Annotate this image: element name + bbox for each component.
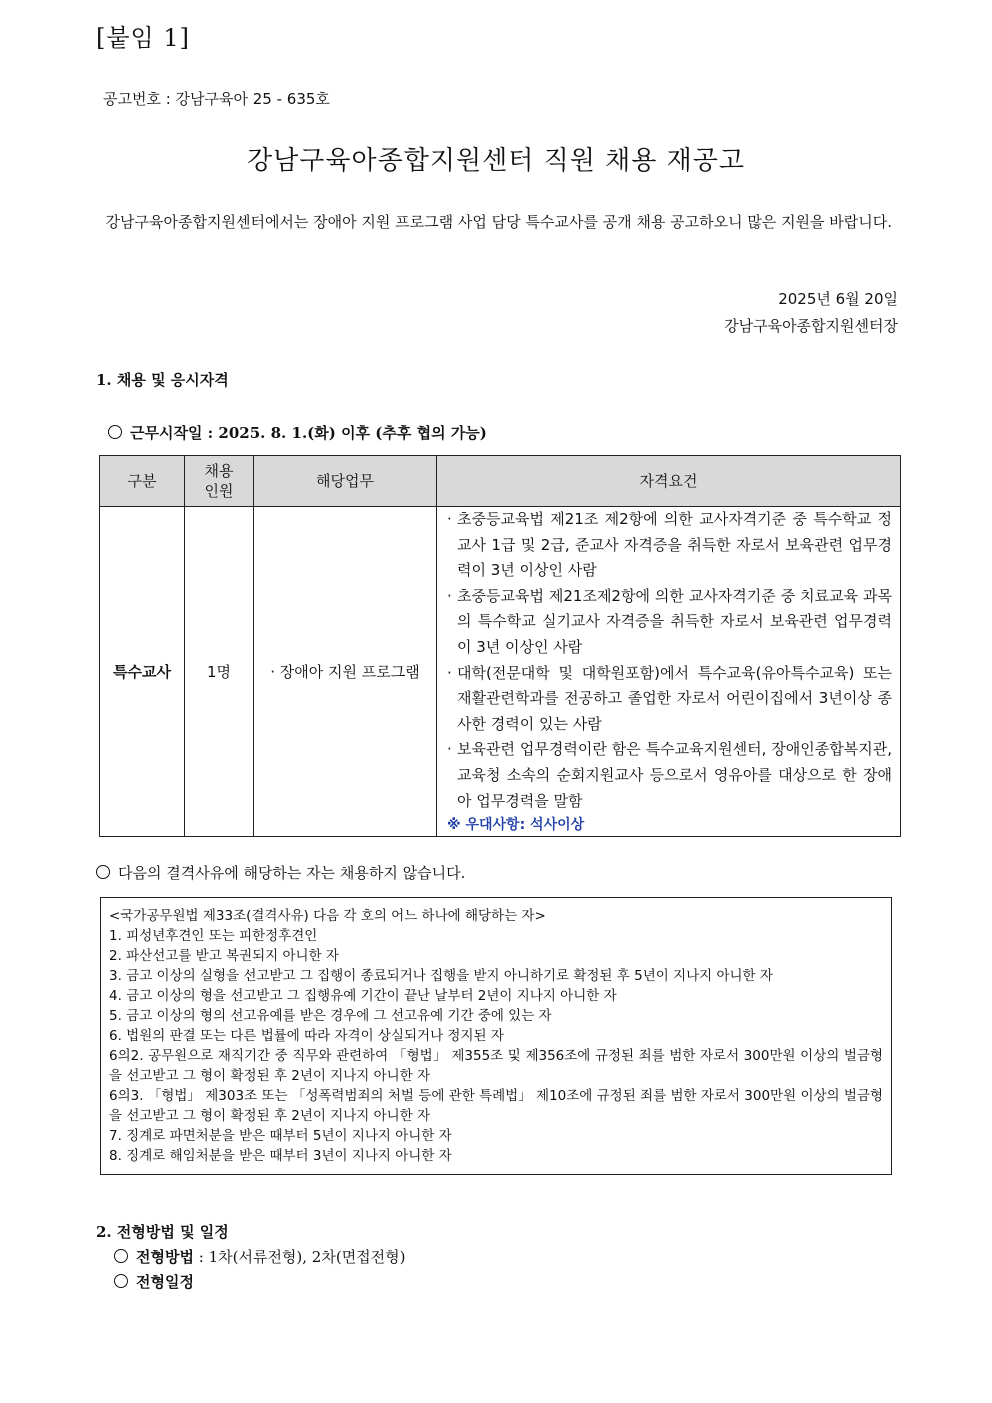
disqualification-line: 7. 징계로 파면처분을 받은 때부터 5년이 지나지 아니한 자 bbox=[109, 1128, 452, 1144]
header-count bbox=[185, 456, 254, 507]
disqualification-intro-text: 다음의 결격사유에 해당하는 자는 채용하지 않습니다. bbox=[118, 864, 466, 882]
section2-heading: 2. 전형방법 및 일정 bbox=[96, 1223, 229, 1241]
preference-note: ※ 우대사항: 석사이상 bbox=[447, 817, 585, 834]
table-header-row bbox=[100, 456, 901, 507]
cell-count: 1명 bbox=[185, 507, 254, 837]
method-line bbox=[114, 1246, 406, 1267]
disqualification-line: 5. 금고 이상의 형의 선고유예를 받은 경우에 그 선고유예 기간 중에 있는 자 bbox=[109, 1008, 552, 1024]
start-date-text: 근무시작일 : 2025. 8. 1.(화) 이후 (추후 협의 가능) bbox=[130, 424, 487, 442]
qualification-item: · 초중등교육법 제21조 제2항에 의한 교사자격기준 중 특수학교 정교사 1급 및 2급, 준교사 자격증을 취득한 자로서 보육관련 업무경력이 3년 이상인 사람 bbox=[447, 510, 892, 580]
circle-bullet-icon bbox=[114, 1274, 128, 1288]
disqualification-intro bbox=[96, 862, 465, 883]
method-label: 전형방법 bbox=[136, 1248, 194, 1266]
disqualification-line: 6. 법원의 판결 또는 다른 법률에 따라 자격이 상실되거나 정지된 자 bbox=[109, 1028, 504, 1044]
table-row bbox=[100, 507, 901, 837]
circle-bullet-icon bbox=[96, 865, 110, 879]
disqualification-line: 6의3. 「형법」 제303조 또는 「성폭력범죄의 처벌 등에 관한 특례법」 제10조에 규정된 죄를 범한 자로서 300만원 이상의 벌금형을 선고받고 그 형이 확정된 후 2년이 지나지 아니한 자 bbox=[109, 1088, 883, 1124]
disqualification-line: 2. 파산선고를 받고 복권되지 아니한 자 bbox=[109, 948, 339, 964]
header-category: 구분 bbox=[100, 456, 185, 507]
disqualification-line: 4. 금고 이상의 형을 선고받고 그 집행유예 기간이 끝난 날부터 2년이 지나지 아니한 자 bbox=[109, 988, 617, 1004]
notice-date: 2025년 6월 20일 bbox=[778, 290, 898, 308]
cell-duty: · 장애아 지원 프로그램 bbox=[254, 507, 437, 837]
requirements-table bbox=[99, 455, 901, 837]
schedule-label: 전형일정 bbox=[136, 1273, 194, 1291]
header-count-text: 채용 인원 bbox=[204, 462, 234, 500]
schedule-line bbox=[114, 1271, 194, 1292]
method-value: : 1차(서류전형), 2차(면접전형) bbox=[198, 1248, 406, 1266]
circle-bullet-icon bbox=[108, 425, 122, 439]
header-duty: 해당업무 bbox=[254, 456, 437, 507]
cell-qualifications bbox=[437, 507, 901, 837]
section1-heading: 1. 채용 및 응시자격 bbox=[96, 371, 229, 389]
cell-category: 특수교사 bbox=[100, 507, 185, 837]
attachment-label: [붙임 1] bbox=[96, 24, 190, 52]
disqualification-line: <국가공무원법 제33조(결격사유) 다음 각 호의 어느 하나에 해당하는 자> bbox=[109, 908, 546, 924]
qualification-item: · 대학(전문대학 및 대학원포함)에서 특수교육(유아특수교육) 또는 재활관련학과를 전공하고 졸업한 자로서 어린이집에서 3년이상 종사한 경력이 있는 사람 bbox=[447, 663, 892, 733]
disqualification-line: 1. 피성년후견인 또는 피한정후견인 bbox=[109, 928, 318, 944]
page-title: 강남구육아종합지원센터 직원 채용 재공고 bbox=[247, 146, 745, 176]
disqualification-box bbox=[100, 897, 892, 1175]
issuer: 강남구육아종합지원센터장 bbox=[724, 317, 898, 335]
circle-bullet-icon bbox=[114, 1249, 128, 1263]
disqualification-line: 6의2. 공무원으로 재직기간 중 직무와 관련하여 「형법」 제355조 및 제356조에 규정된 죄를 범한 자로서 300만원 이상의 벌금형을 선고받고 그 형이 확정된 후 2년이 지나지 아니한 자 bbox=[109, 1048, 883, 1084]
disqualification-line: 8. 징계로 해임처분을 받은 때부터 3년이 지나지 아니한 자 bbox=[109, 1148, 452, 1164]
notice-number: 공고번호 : 강남구육아 25 - 635호 bbox=[103, 90, 330, 108]
header-qualifications: 자격요건 bbox=[437, 456, 901, 507]
intro-text: 강남구육아종합지원센터에서는 장애아 지원 프로그램 사업 담당 특수교사를 공개 채용 공고하오니 많은 지원을 바랍니다. bbox=[105, 213, 893, 231]
intro-paragraph bbox=[96, 208, 898, 236]
start-date-line bbox=[108, 422, 487, 443]
disqualification-line: 3. 금고 이상의 실형을 선고받고 그 집행이 종료되거나 집행을 받지 아니하기로 확정된 후 5년이 지나지 아니한 자 bbox=[109, 968, 773, 984]
qualification-item: · 초중등교육법 제21조제2항에 의한 교사자격기준 중 치료교육 과목의 특수학교 실기교사 자격증을 취득한 자로서 보육관련 업무경력이 3년 이상인 사람 bbox=[447, 586, 892, 656]
qualification-item: · 보육관련 업무경력이란 함은 특수교육지원센터, 장애인종합복지관, 교육청 소속의 순회지원교사 등으로서 영유아를 대상으로 한 장애아 업무경력을 말함 bbox=[447, 740, 892, 810]
